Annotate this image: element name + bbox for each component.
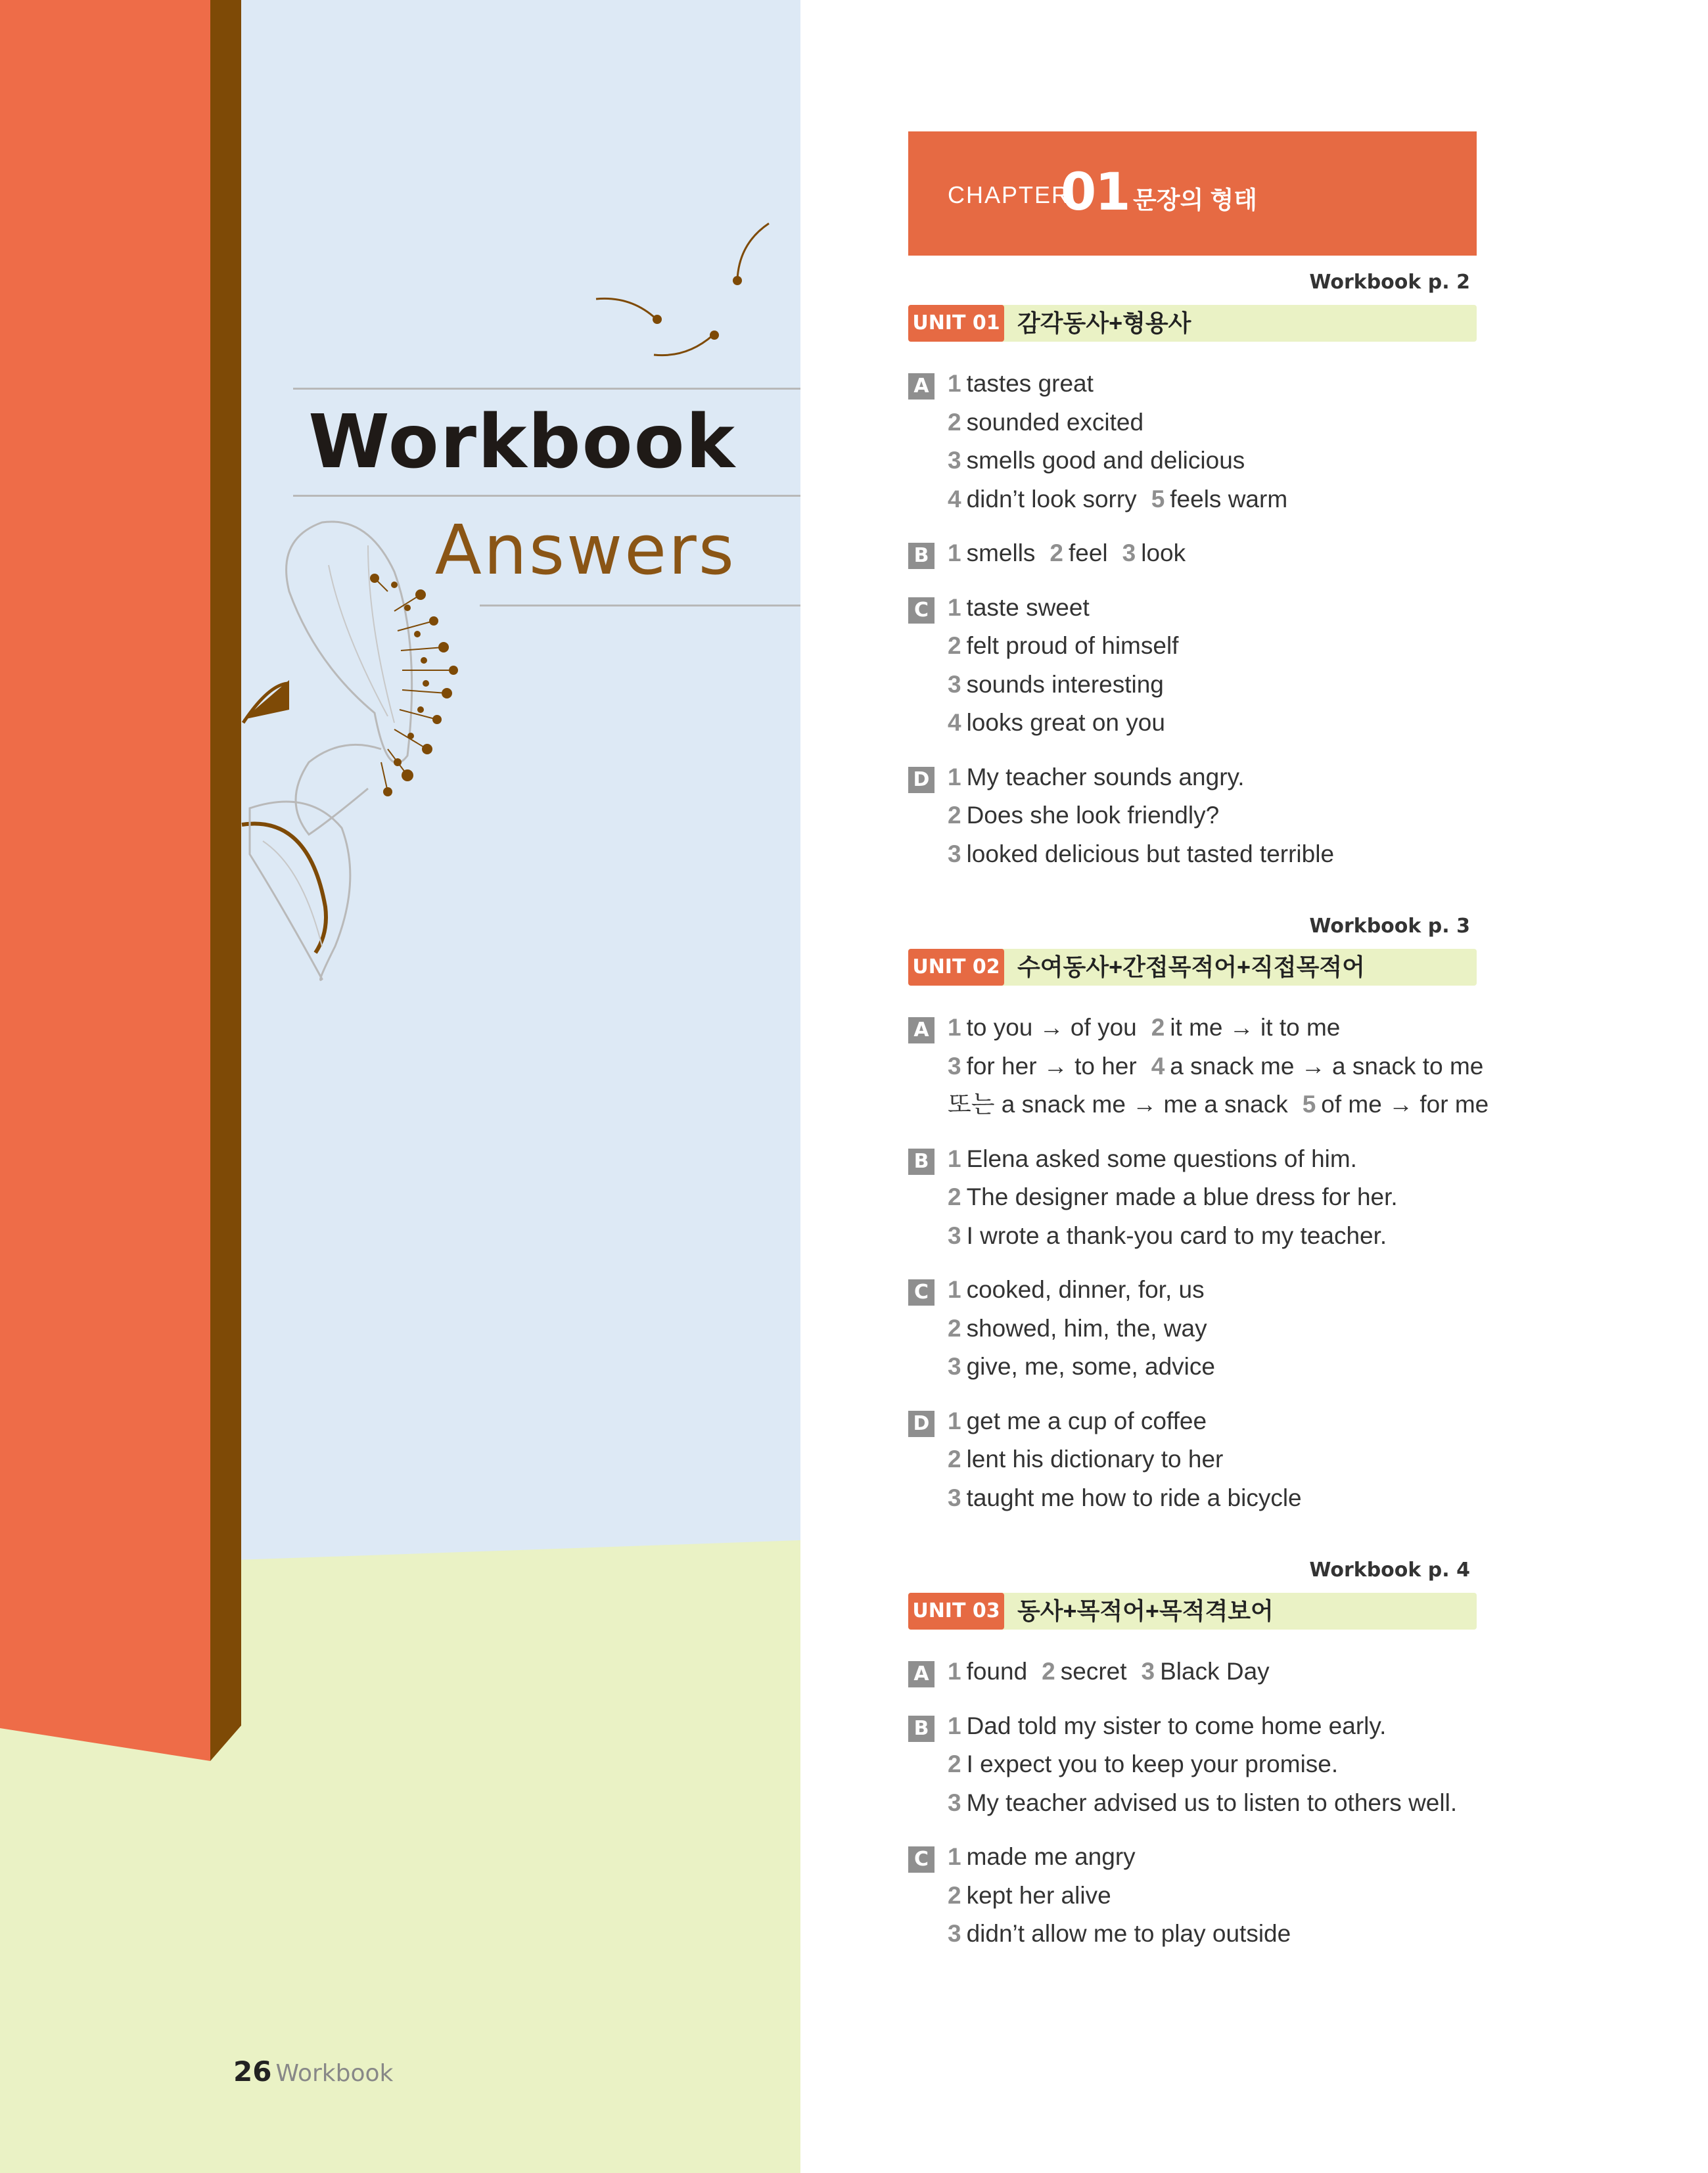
answer-text: sounds interesting — [966, 670, 1164, 698]
answer-line — [948, 1350, 1215, 1384]
answer-text: a snack me → a snack to me — [1170, 1052, 1484, 1080]
answer-text: look — [1141, 539, 1186, 566]
answer-text: Dad told my sister to come home early. — [966, 1712, 1387, 1739]
answer-text: looks great on you — [966, 709, 1165, 736]
answer-text: to you → of you — [966, 1014, 1137, 1041]
answer-number: 3 — [948, 1222, 961, 1249]
answer-number: 3 — [948, 840, 961, 867]
answer-line — [948, 1087, 1489, 1122]
orange-block — [0, 0, 210, 1761]
answer-line — [948, 1786, 1457, 1820]
answer-number: 3 — [948, 1052, 961, 1080]
answer-line — [948, 591, 1090, 625]
answer-line — [948, 1840, 1136, 1874]
unit-badge: UNIT 03 — [908, 1593, 1004, 1630]
answer-line — [948, 1917, 1291, 1951]
answer-text: My teacher advised us to listen to others well. — [966, 1789, 1458, 1816]
answer-number: 2 — [1042, 1658, 1055, 1685]
answer-text: made me angry — [966, 1843, 1136, 1870]
answer-line — [948, 1180, 1398, 1214]
answer-line — [948, 482, 1287, 516]
answer-number: 3 — [948, 1353, 961, 1380]
title-rule-middle — [293, 495, 800, 497]
answer-text: for her → to her — [966, 1052, 1137, 1080]
answer-text: 또는 a snack me → me a snack — [948, 1091, 1288, 1118]
answer-text: looked delicious but tasted terrible — [966, 840, 1335, 867]
section-letter-badge: D — [908, 767, 935, 793]
answer-line — [948, 837, 1334, 871]
brown-edge — [210, 0, 241, 1761]
workbook-page-ref: Workbook p. 3 — [1309, 915, 1470, 938]
cover-background — [0, 0, 800, 2173]
answer-text: Elena asked some questions of him. — [966, 1145, 1357, 1172]
answer-number: 2 — [1151, 1014, 1165, 1041]
chapter-number: 01 — [1061, 163, 1130, 222]
answer-number: 2 — [948, 632, 961, 659]
answer-number: 1 — [948, 1658, 961, 1685]
answer-number: 1 — [948, 1014, 961, 1041]
footer-label: Workbook — [275, 2060, 394, 2087]
answer-line — [948, 1481, 1302, 1515]
answer-text: smells good and delicious — [966, 447, 1245, 474]
chapter-label: CHAPTER — [948, 181, 1071, 208]
answer-number: 1 — [948, 1276, 961, 1303]
answer-number: 1 — [948, 763, 961, 790]
chapter-title: 문장의 형태 — [1133, 187, 1257, 214]
answer-text: of me → for me — [1321, 1091, 1489, 1118]
answer-number: 1 — [948, 1712, 961, 1739]
answer-number: 5 — [1151, 485, 1165, 513]
answer-line — [948, 1049, 1483, 1084]
answer-text: give, me, some, advice — [966, 1353, 1215, 1380]
answer-line — [948, 1709, 1386, 1743]
answer-text: I wrote a thank-you card to my teacher. — [966, 1222, 1387, 1249]
title-rule-top — [293, 388, 800, 390]
answer-number: 3 — [1122, 539, 1136, 566]
answer-text: feel — [1069, 539, 1108, 566]
section-letter-badge: B — [908, 1149, 935, 1175]
answer-line — [948, 1747, 1338, 1781]
answer-number: 1 — [948, 593, 961, 621]
answer-text: My teacher sounds angry. — [966, 763, 1245, 790]
answer-number: 2 — [948, 802, 961, 829]
answer-number: 1 — [948, 1843, 961, 1870]
answer-text: get me a cup of coffee — [966, 1407, 1207, 1434]
answer-number: 5 — [1302, 1091, 1316, 1118]
unit-header — [908, 949, 1477, 986]
answer-line — [948, 706, 1165, 740]
answer-number: 4 — [1151, 1052, 1165, 1080]
answer-number: 3 — [948, 447, 961, 474]
section-letter-badge: B — [908, 1716, 935, 1742]
answer-number: 2 — [948, 1183, 961, 1210]
section-letter-badge: B — [908, 543, 935, 569]
answer-line — [948, 1655, 1270, 1689]
unit-title: 수여동사+간접목적어+직접목적어 — [1017, 953, 1365, 980]
answer-number: 1 — [948, 370, 961, 397]
answer-number: 1 — [948, 539, 961, 566]
answer-text: I expect you to keep your promise. — [966, 1750, 1339, 1777]
answer-text: cooked, dinner, for, us — [966, 1276, 1205, 1303]
answer-line — [948, 1312, 1207, 1346]
answer-number: 3 — [948, 1920, 961, 1947]
answer-text: lent his dictionary to her — [966, 1446, 1224, 1473]
answer-line — [948, 1142, 1357, 1176]
section-letter-badge: C — [908, 1846, 935, 1873]
answer-text: Does she look friendly? — [966, 802, 1220, 829]
section-letter-badge: A — [908, 373, 935, 400]
answer-line — [948, 629, 1178, 663]
cover-panel — [0, 0, 800, 2173]
answer-text: taught me how to ride a bicycle — [966, 1484, 1302, 1511]
answer-number: 4 — [948, 485, 961, 513]
answer-line — [948, 1404, 1207, 1438]
answer-number: 2 — [948, 408, 961, 436]
answer-line — [948, 1879, 1111, 1913]
unit-badge: UNIT 01 — [908, 305, 1004, 342]
section-letter-badge: A — [908, 1017, 935, 1043]
answer-number: 3 — [1141, 1658, 1155, 1685]
answer-number: 2 — [1050, 539, 1063, 566]
section-letter-badge: C — [908, 597, 935, 624]
answer-text: kept her alive — [966, 1881, 1111, 1909]
answer-text: smells — [966, 539, 1036, 566]
answer-number: 4 — [948, 709, 961, 736]
answer-number: 3 — [948, 1484, 961, 1511]
answer-text: found — [966, 1658, 1028, 1685]
answer-number: 2 — [948, 1750, 961, 1777]
section-letter-badge: C — [908, 1279, 935, 1306]
answer-number: 2 — [948, 1314, 961, 1342]
answer-number: 3 — [948, 670, 961, 698]
section-letter-badge: A — [908, 1661, 935, 1687]
answer-text: feels warm — [1170, 485, 1288, 513]
answer-line — [948, 444, 1245, 478]
answer-line — [948, 1011, 1340, 1045]
answer-line — [948, 798, 1219, 833]
page-footer — [233, 2055, 393, 2088]
answer-line — [948, 1273, 1205, 1307]
answer-text: didn’t allow me to play outside — [966, 1920, 1291, 1947]
chapter-header — [908, 131, 1477, 256]
title-rule-bottom — [480, 605, 800, 606]
page-number: 26 — [233, 2055, 272, 2088]
answer-text: tastes great — [966, 370, 1094, 397]
unit-title: 동사+목적어+목적격보어 — [1017, 1597, 1274, 1624]
answer-text: showed, him, the, way — [966, 1314, 1207, 1342]
unit-header — [908, 1593, 1477, 1630]
answer-line — [948, 1442, 1223, 1476]
answer-number: 1 — [948, 1145, 961, 1172]
answer-line — [948, 367, 1094, 401]
answer-line — [948, 760, 1245, 794]
section-letter-badge: D — [908, 1411, 935, 1437]
cover-subtitle: Answers — [434, 510, 736, 590]
answer-line — [948, 668, 1164, 702]
answer-text: it me → it to me — [1170, 1014, 1341, 1041]
answer-text: secret — [1060, 1658, 1127, 1685]
answer-text: Black Day — [1160, 1658, 1270, 1685]
answer-line — [948, 536, 1186, 570]
answer-text: The designer made a blue dress for her. — [966, 1183, 1398, 1210]
answer-line — [948, 405, 1143, 440]
unit-title: 감각동사+형용사 — [1017, 309, 1191, 336]
workbook-page-ref: Workbook p. 2 — [1309, 271, 1470, 294]
cover-title: Workbook — [308, 400, 736, 485]
answer-text: sounded excited — [966, 408, 1144, 436]
answer-number: 2 — [948, 1881, 961, 1909]
unit-header — [908, 305, 1477, 342]
answer-number: 1 — [948, 1407, 961, 1434]
unit-badge: UNIT 02 — [908, 949, 1004, 986]
workbook-page-ref: Workbook p. 4 — [1309, 1559, 1470, 1582]
answer-text: didn’t look sorry — [966, 485, 1137, 513]
answer-number: 3 — [948, 1789, 961, 1816]
answer-number: 2 — [948, 1446, 961, 1473]
answer-line — [948, 1219, 1387, 1253]
answer-text: felt proud of himself — [966, 632, 1179, 659]
answer-text: taste sweet — [966, 593, 1090, 621]
